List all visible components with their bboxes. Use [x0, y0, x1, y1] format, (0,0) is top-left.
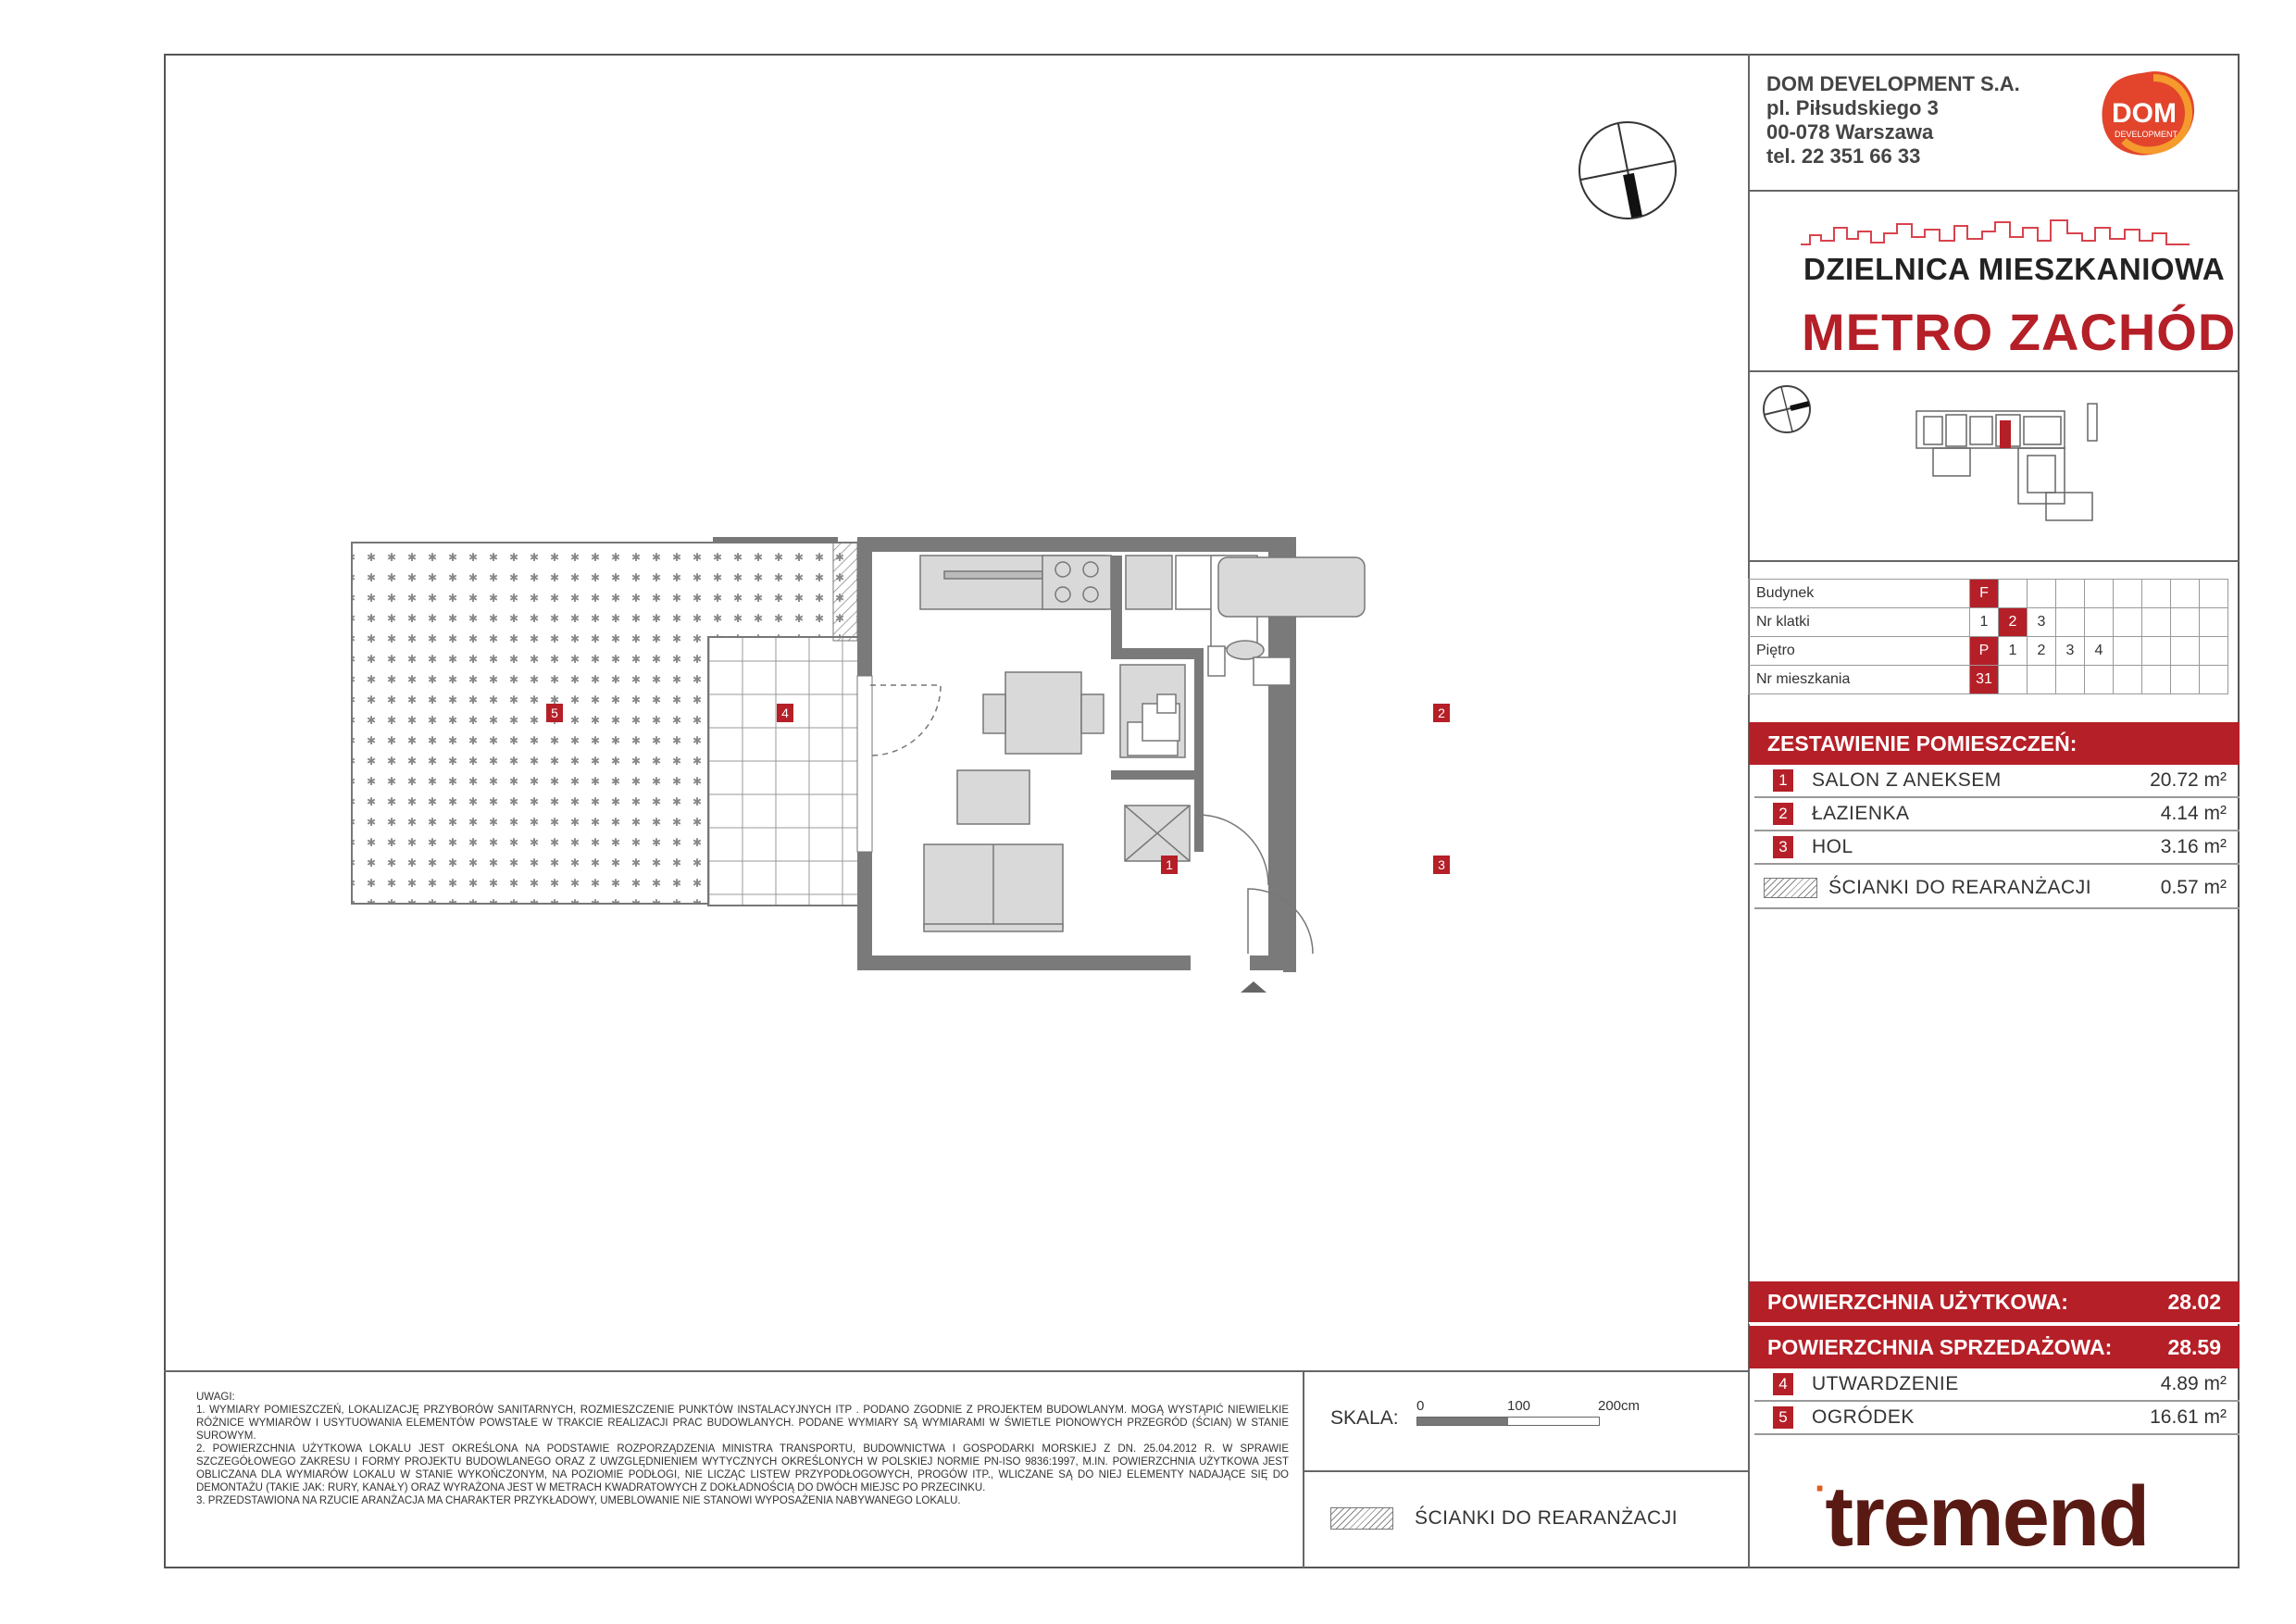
- info-cell: [2200, 666, 2228, 694]
- plan-tag-4: 4: [777, 704, 793, 722]
- notes-title: UWAGI:: [196, 1392, 235, 1403]
- scale-label: SKALA:: [1330, 1407, 1399, 1429]
- project-divider: [1748, 370, 2240, 372]
- info-cell: [2085, 666, 2114, 694]
- room-number: 4: [1773, 1373, 1793, 1395]
- logo-text-main: DOM: [2112, 98, 2177, 129]
- scale-divider: [1303, 1370, 1304, 1568]
- key-plan: [1907, 400, 2111, 530]
- plan-tag-5: 5: [546, 704, 563, 722]
- room-number: 5: [1773, 1406, 1793, 1429]
- info-cell: [2200, 608, 2228, 637]
- keyplan-divider: [1748, 560, 2240, 562]
- scale-tick-100: 100: [1507, 1398, 1531, 1414]
- header-divider: [1748, 190, 2240, 192]
- notes-block: [196, 1391, 1289, 1507]
- info-cell: [2171, 608, 2200, 637]
- walls-label: ŚCIANKI DO REARANŻACJI: [1828, 877, 2092, 898]
- room-name: HOL: [1812, 836, 1853, 857]
- small-compass-icon: [1759, 381, 1815, 437]
- info-cell: [2114, 666, 2142, 694]
- note-3: 3. PRZEDSTAWIONA NA RZUCIE ARANŻACJA MA CHARAKTER PRZYKŁADOWY, UMEBLOWANIE NIE STANOWI WYPOSAŻENIA NABYWANEGO LOKALU.: [196, 1495, 961, 1506]
- room-number: 1: [1773, 769, 1793, 792]
- extra-row-4: [1754, 1368, 2240, 1402]
- plan-tag-1: 1: [1161, 856, 1178, 874]
- info-cell: [2028, 580, 2056, 608]
- note-1: 1. WYMIARY POMIESZCZEŃ, LOKALIZACJĘ PRZYBORÓW SANITARNYCH, ROZMIESZCZENIE PUNKTÓW INSTALACYJNYCH ITP . PODANO ZGODNIE Z PROJEKTEM BUDOWLANYM. MOGĄ WYSTĄPIĆ NIEWIELKIE RÓŻNICE WYMIARÓW I USYTUOWANIA ELEMENTÓW POWSTAŁE W TRAKCIE REALIZACJI PRAC BUDOWLANYCH. PODANE WYMIARY SĄ WYMIARAMI W ŚWIETLE PIONOWYCH PRZEGRÓD (ŚCIAN) W STANIE SUROWYM.: [196, 1405, 1289, 1442]
- compass-icon: [1574, 117, 1681, 224]
- info-cell: [1999, 580, 2028, 608]
- room-area: 3.16 m²: [2160, 836, 2227, 857]
- company-block: [1766, 72, 2020, 169]
- info-cell: [2200, 580, 2228, 608]
- info-cell: 3: [2056, 637, 2085, 666]
- room-area: 4.14 m²: [2160, 803, 2227, 824]
- info-row-label: Nr mieszkania: [1749, 666, 1970, 694]
- info-cell: [2142, 608, 2171, 637]
- info-row: [1749, 666, 2228, 694]
- info-row: [1749, 608, 2228, 637]
- scale-legend-divider: [1303, 1470, 1750, 1472]
- info-cell: [2142, 637, 2171, 666]
- room-area: 16.61 m²: [2150, 1406, 2227, 1428]
- info-row: [1749, 580, 2228, 608]
- info-cell: [2171, 666, 2200, 694]
- info-row-label: Piętro: [1749, 637, 1970, 666]
- usable-area-value: 28.02: [2167, 1289, 2221, 1314]
- info-cell: [2056, 666, 2085, 694]
- scale-bar: [1416, 1417, 1600, 1426]
- info-cell: [2200, 637, 2228, 666]
- dom-logo: [2089, 65, 2205, 167]
- info-cell: 1: [1999, 637, 2028, 666]
- hatch-swatch-icon: [1764, 878, 1817, 898]
- info-cell: [2056, 580, 2085, 608]
- logo-text-sub: DEVELOPMENT: [2114, 130, 2178, 139]
- company-name: DOM DEVELOPMENT S.A.: [1766, 72, 2020, 95]
- info-cell: 2: [2028, 637, 2056, 666]
- plan-tag-2: 2: [1433, 704, 1450, 722]
- info-cell: [2056, 608, 2085, 637]
- company-address2: 00-078 Warszawa: [1766, 120, 1934, 144]
- tremend-logo-text: tremend: [1825, 1469, 2149, 1564]
- room-row-2: [1754, 798, 2240, 831]
- info-cell: 31: [1970, 666, 1999, 694]
- scale-tick-0: 0: [1416, 1398, 1425, 1414]
- room-area: 20.72 m²: [2150, 769, 2227, 791]
- skyline-graphic: [1801, 206, 2190, 252]
- company-phone: tel. 22 351 66 33: [1766, 144, 1921, 168]
- info-cell: 3: [2028, 608, 2056, 637]
- summary-title: ZESTAWIENIE POMIESZCZEŃ:: [1749, 722, 2240, 765]
- room-row-1: [1754, 765, 2240, 798]
- scale-bar-fill: [1417, 1418, 1508, 1425]
- project-line2: METRO ZACHÓD: [1802, 303, 2237, 361]
- note-2: 2. POWIERZCHNIA UŻYTKOWA LOKALU JEST OKREŚLONA NA PODSTAWIE ROZPORZĄDZENIA MINISTRA TRANSPORTU, BUDOWNICTWA I GOSPODARKI MORSKIEJ Z DN. 25.04.2012 R. W SPRAWIE SZCZEGÓŁOWEGO ZAKRESU I FORMY PROJEKTU BUDOWLANEGO ORAZ Z UWZGLĘDNIENIEM WYTYCZNYCH OKREŚLONYCH W POLSKIEJ NORMIE PN-ISO 9836:1997, M.IN. POWIERZCHNIA UŻYTKOWA JEST OBLICZANA DLA WYMIARÓW LOKALU W STANIE WYKOŃCZONYM, NA POZIOMIE PODŁOGI, NIE LICZĄC LISTEW PRZYPODŁOGOWYCH, PROGÓW ITP., WLICZANE SĄ DO NIEJ ELEMENTY NADAJĄCE SIĘ DO DEMONTAŻU (TAKIE JAK: RURY, KANAŁY) ORAZ WYRAŻONA JEST W METRACH KWADRATOWYCH Z DOKŁADNOŚCIĄ DO DWÓCH MIEJSC PO PRZECINKU.: [196, 1443, 1289, 1493]
- room-number: 2: [1773, 803, 1793, 825]
- info-cell: [2085, 580, 2114, 608]
- tremend-logo: [1815, 1468, 2148, 1566]
- sale-area-label: POWIERZCHNIA SPRZEDAŻOWA:: [1767, 1334, 2113, 1359]
- info-cell: F: [1970, 580, 1999, 608]
- info-cell: 2: [1999, 608, 2028, 637]
- company-address1: pl. Piłsudskiego 3: [1766, 96, 1939, 119]
- info-cell: [2171, 637, 2200, 666]
- walls-area: 0.57 m²: [2160, 877, 2227, 898]
- room-number: 3: [1773, 836, 1793, 858]
- plan-tag-3: 3: [1433, 856, 1450, 874]
- info-row-label: Budynek: [1749, 580, 1970, 608]
- legend-walls-label: ŚCIANKI DO REARANŻACJI: [1415, 1507, 1678, 1529]
- info-cell: [2085, 608, 2114, 637]
- sale-area-value: 28.59: [2167, 1334, 2221, 1359]
- legend-hatch-icon: [1330, 1507, 1393, 1530]
- info-cell: [2142, 580, 2171, 608]
- project-line1: DZIELNICA MIESZKANIOWA: [1803, 252, 2226, 286]
- info-cell: [2171, 580, 2200, 608]
- info-table: [1748, 579, 2228, 694]
- terrace-area: [708, 637, 861, 906]
- info-cell: P: [1970, 637, 1999, 666]
- usable-area-label: POWIERZCHNIA UŻYTKOWA:: [1767, 1289, 2068, 1314]
- info-row: [1749, 637, 2228, 666]
- room-name: UTWARDZENIE: [1812, 1373, 1959, 1394]
- info-cell: [1999, 666, 2028, 694]
- room-name: OGRÓDEK: [1812, 1406, 1915, 1428]
- room-area: 4.89 m²: [2160, 1373, 2227, 1394]
- extra-row-5: [1754, 1402, 2240, 1435]
- info-cell: 4: [2085, 637, 2114, 666]
- sale-area-row: [1749, 1326, 2240, 1368]
- info-cell: 1: [1970, 608, 1999, 637]
- floor-plan: [343, 528, 1546, 1009]
- info-cell: [2142, 666, 2171, 694]
- room-name: ŁAZIENKA: [1812, 803, 1910, 824]
- info-cell: [2114, 608, 2142, 637]
- usable-area-row: [1749, 1281, 2240, 1324]
- room-name: SALON Z ANEKSEM: [1812, 769, 2002, 791]
- tremend-logo-accent: ·: [1815, 1468, 1826, 1509]
- scale-tick-200: 200cm: [1598, 1398, 1641, 1414]
- info-row-label: Nr klatki: [1749, 608, 1970, 637]
- notes-divider: [164, 1370, 1750, 1372]
- room-row-3: [1754, 831, 2240, 865]
- info-cell: [2114, 637, 2142, 666]
- info-cell: [2028, 666, 2056, 694]
- info-cell: [2114, 580, 2142, 608]
- walls-row: [1754, 868, 2240, 909]
